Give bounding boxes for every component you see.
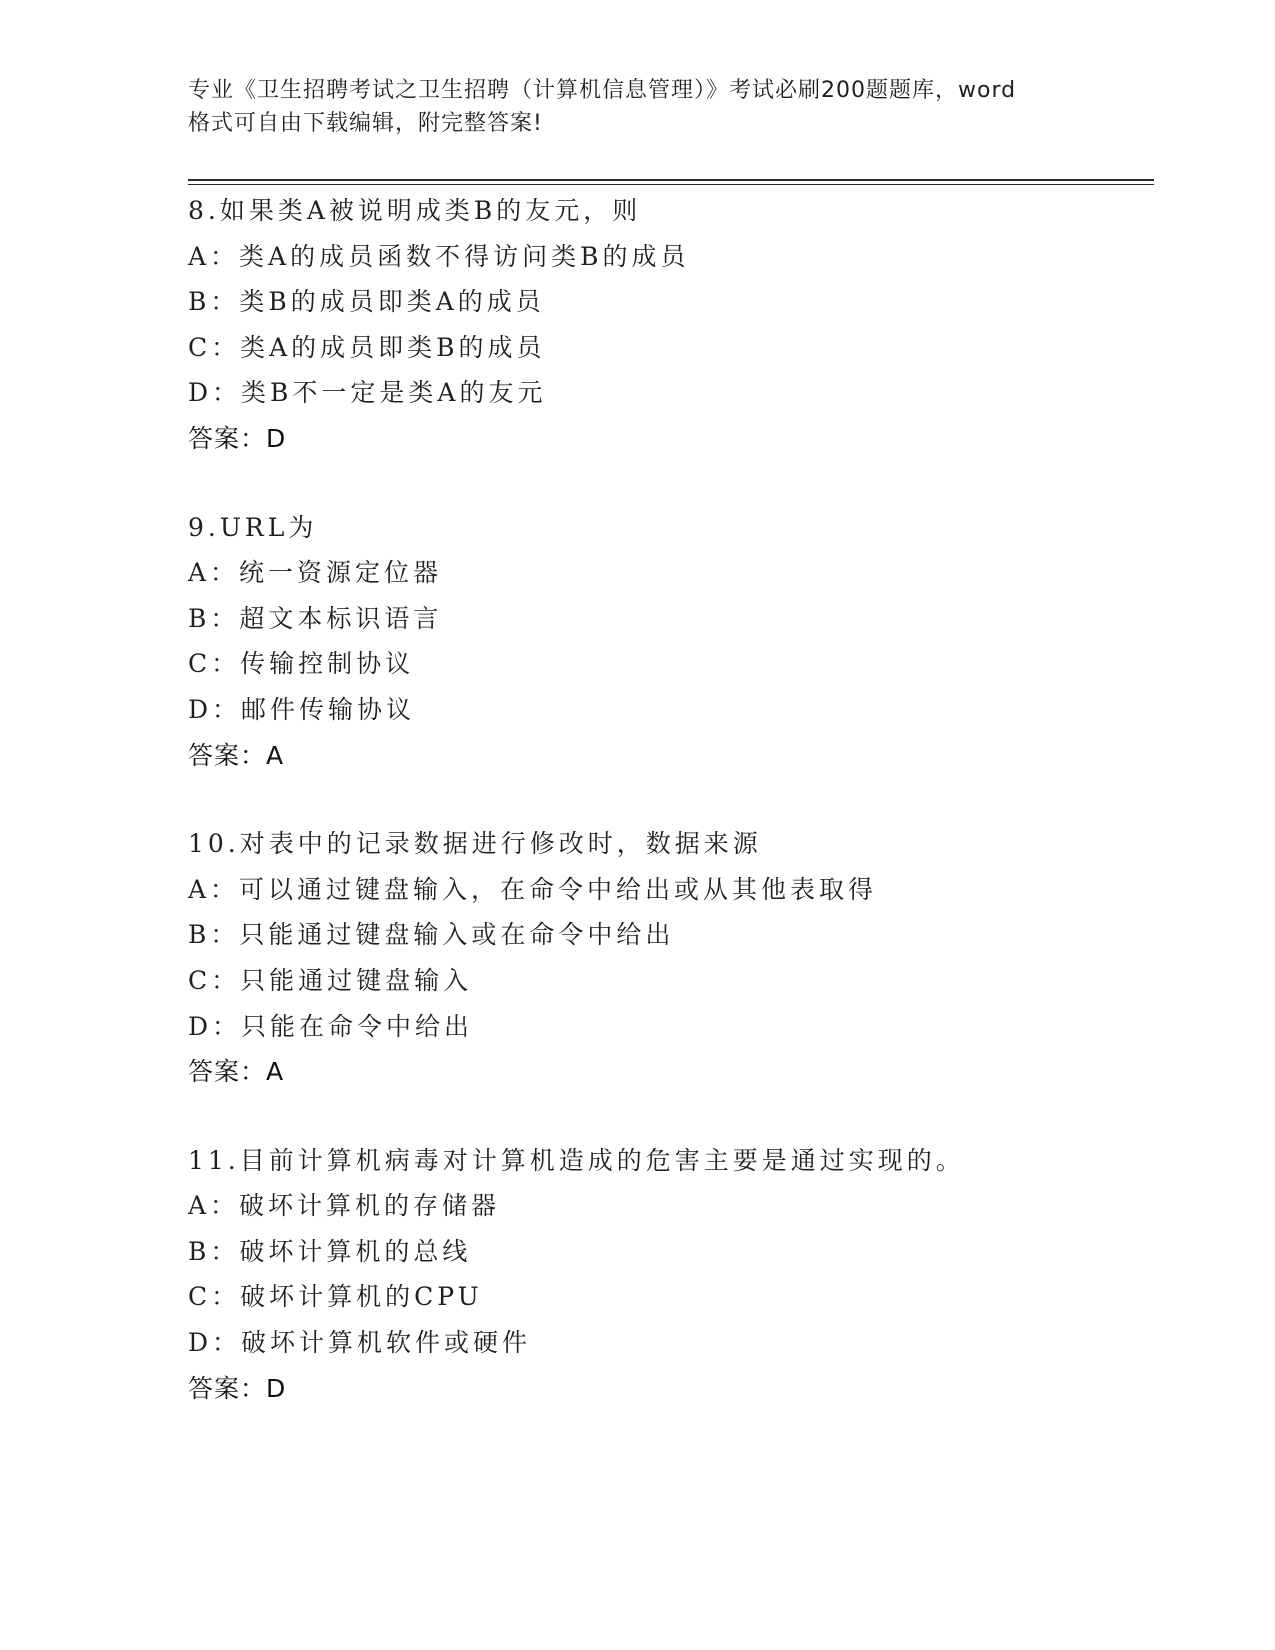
option-c: C：破坏计算机的CPU [188, 1282, 483, 1312]
answer-line: 答案：D [188, 423, 287, 453]
header-divider [188, 179, 1154, 181]
option-d: D：类B不一定是类A的友元 [188, 378, 547, 408]
answer-line: 答案：A [188, 1057, 285, 1087]
question-stem: 11.目前计算机病毒对计算机造成的危害主要是通过实现的。 [188, 1145, 965, 1175]
option-b: B：超文本标识语言 [188, 603, 443, 633]
option-b: B：破坏计算机的总线 [188, 1236, 472, 1266]
option-b: B：类B的成员即类A的成员 [188, 287, 545, 317]
option-c: C：只能通过键盘输入 [188, 965, 473, 995]
question-stem: 10.对表中的记录数据进行修改时，数据来源 [188, 829, 762, 859]
question-stem: 8.如果类A被说明成类B的友元，则 [188, 196, 642, 225]
answer-line: 答案：D [188, 1373, 287, 1403]
option-c: C：类A的成员即类B的成员 [188, 332, 546, 362]
question-9 [188, 505, 1168, 779]
option-a: A：破坏计算机的存储器 [188, 1191, 501, 1221]
document-header [188, 74, 1108, 140]
question-list [188, 188, 1168, 1454]
header-line-1: 专业《卫生招聘考试之卫生招聘（计算机信息管理）》考试必刷200题题库，word [188, 78, 1017, 103]
option-c: C：传输控制协议 [188, 649, 415, 679]
question-stem: 9.URL为 [188, 512, 318, 542]
option-d: D：邮件传输协议 [188, 694, 416, 724]
option-a: A：统一资源定位器 [188, 558, 443, 588]
option-b: B：只能通过键盘输入或在命令中给出 [188, 920, 675, 950]
question-10 [188, 821, 1168, 1095]
option-d: D：只能在命令中给出 [188, 1011, 474, 1041]
header-line-2: 格式可自由下载编辑，附完整答案! [188, 111, 543, 136]
option-d: D：破坏计算机软件或硬件 [188, 1328, 532, 1358]
question-11 [188, 1138, 1168, 1412]
header-divider-thin [188, 184, 1154, 185]
question-8 [188, 188, 1168, 462]
option-a: A：可以通过键盘输入，在命令中给出或从其他表取得 [188, 874, 878, 904]
answer-line: 答案：A [188, 740, 285, 770]
option-a: A：类A的成员函数不得访问类B的成员 [188, 241, 690, 271]
